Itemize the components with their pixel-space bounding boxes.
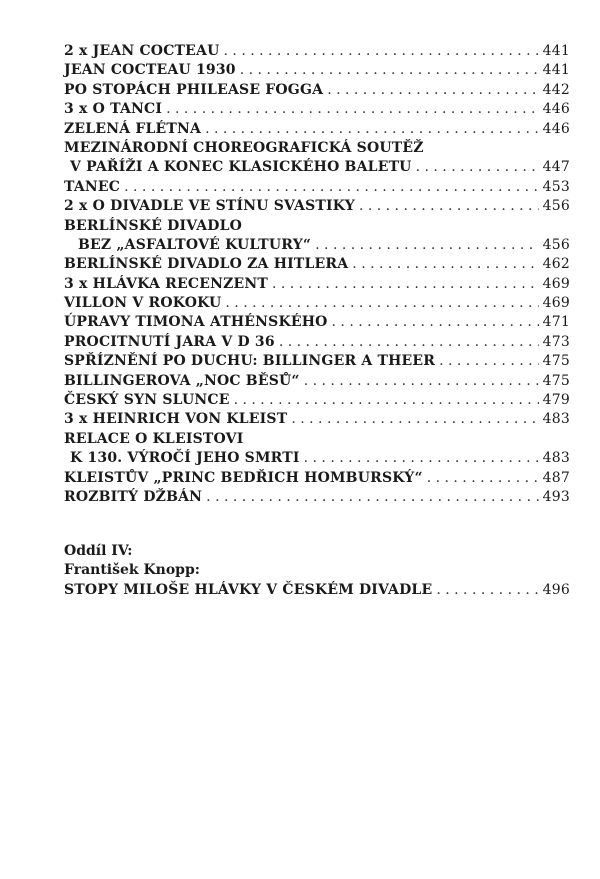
dot-leader	[166, 100, 539, 119]
toc-entry-title: ROZBITÝ DŽBÁN	[64, 488, 203, 505]
toc-entry	[64, 42, 570, 61]
dot-leader	[225, 294, 538, 313]
toc-entry-title: PROCITNUTÍ JARA V D 36	[64, 333, 275, 350]
toc-entry-heading: RELACE O KLEISTOVI	[64, 430, 244, 447]
dot-leader	[327, 81, 538, 100]
toc-entry-title: STOPY MILOŠE HLÁVKY V ČESKÉM DIVADLE	[64, 581, 433, 598]
toc-entry-title: 2 x JEAN COCTEAU	[64, 43, 220, 59]
toc-entry-page: 456	[542, 236, 570, 253]
toc-entry-page: 483	[542, 450, 570, 467]
toc-entry-title: PO STOPÁCH PHILEASE FOGGA	[64, 81, 324, 98]
dot-leader	[234, 391, 539, 410]
toc-entry-page: 446	[542, 101, 570, 118]
dot-leader	[436, 581, 538, 600]
toc-entry	[64, 488, 570, 507]
dot-leader	[359, 197, 539, 216]
dot-leader	[352, 255, 538, 274]
toc-entry-page: 442	[542, 81, 570, 98]
toc-entry	[64, 313, 570, 332]
toc-entry	[64, 178, 570, 197]
toc-entry-title: 2 x O DIVADLE VE STÍNU SVASTIKY	[64, 198, 355, 215]
dot-leader	[427, 469, 539, 488]
toc-entry-title: ČESKÝ SYN SLUNCE	[64, 392, 230, 409]
toc-entry	[64, 449, 570, 468]
toc-entry-page: 441	[542, 62, 570, 79]
toc-entry-page: 441	[542, 43, 570, 59]
dot-leader	[291, 410, 538, 429]
toc-entry	[64, 158, 570, 177]
dot-leader	[304, 449, 539, 468]
section-author: František Knopp:	[64, 562, 200, 579]
toc-entry-title: 3 x HLÁVKA RECENZENT	[64, 275, 268, 292]
toc-entry-title: V PAŘÍŽI A KONEC KLASICKÉHO BALETU	[70, 159, 412, 176]
toc-entry-title: SPŘÍZNĚNÍ PO DUCHU: BILLINGER A THEER	[64, 353, 436, 370]
toc-entry	[64, 372, 570, 391]
toc-entry-page: 447	[542, 159, 570, 176]
toc-entry-page: 469	[542, 275, 570, 292]
dot-leader	[224, 42, 539, 61]
toc-entry-page: 479	[542, 392, 570, 409]
toc-entry-page: 469	[542, 295, 570, 312]
section-iv	[64, 542, 570, 600]
toc-entry	[64, 255, 570, 274]
toc-entry	[64, 581, 570, 600]
dot-leader	[272, 275, 539, 294]
table-of-contents	[64, 42, 570, 507]
toc-entry-title: K 130. VÝROČÍ JEHO SMRTI	[70, 450, 300, 467]
section-label: Oddíl IV:	[64, 543, 133, 559]
toc-entry-title: BERLÍNSKÉ DIVADLO ZA HITLERA	[64, 256, 349, 273]
toc-entry-title: BILLINGEROVA „NOC BĚSŮ“	[64, 372, 300, 389]
toc-entry	[64, 294, 570, 313]
dot-leader	[279, 333, 539, 352]
toc-entry	[64, 81, 570, 100]
toc-entry-title: BEZ „ASFALTOVÉ KULTURY“	[78, 236, 312, 253]
toc-entry-title: 3 x O TANCI	[64, 101, 163, 118]
toc-entry-page: 456	[542, 198, 570, 215]
dot-leader	[332, 313, 539, 332]
toc-entry	[64, 333, 570, 352]
toc-entry-page: 453	[542, 178, 570, 195]
toc-entry-heading: MEZINÁRODNÍ CHOREOGRAFICKÁ SOUTĚŽ	[64, 139, 424, 156]
toc-entry	[64, 197, 570, 216]
toc-entry-page: 471	[542, 314, 570, 331]
toc-entry	[64, 352, 570, 371]
toc-entry	[64, 410, 570, 429]
dot-leader	[315, 236, 539, 255]
toc-entry-page: 462	[542, 256, 570, 273]
toc-entry-title: TANEC	[64, 178, 121, 195]
toc-entry-page: 487	[542, 469, 570, 486]
dot-leader	[206, 488, 539, 507]
toc-entry-title: KLEISTŮV „PRINC BEDŘICH HOMBURSKÝ“	[64, 469, 423, 486]
toc-entry-page: 496	[542, 581, 570, 598]
toc-entry-page: 483	[542, 411, 570, 428]
dot-leader	[240, 61, 539, 80]
toc-entry-title: 3 x HEINRICH VON KLEIST	[64, 411, 288, 428]
toc-entry-page: 473	[542, 333, 570, 350]
dot-leader	[124, 178, 539, 197]
toc-entry-page: 446	[542, 120, 570, 137]
dot-leader	[304, 372, 539, 391]
toc-entry	[64, 391, 570, 410]
dot-leader	[205, 120, 539, 139]
toc-entry-page: 493	[542, 488, 570, 505]
toc-entry-title: ÚPRAVY TIMONA ATHÉNSKÉHO	[64, 314, 328, 331]
toc-entry	[64, 61, 570, 80]
toc-entry-heading: BERLÍNSKÉ DIVADLO	[64, 217, 243, 234]
toc-entry-page: 475	[542, 372, 570, 389]
dot-leader	[416, 158, 539, 177]
toc-entry-page: 475	[542, 353, 570, 370]
toc-entry	[64, 236, 570, 255]
dot-leader	[439, 352, 539, 371]
toc-entry-title: VILLON V ROKOKU	[64, 295, 222, 312]
toc-entry	[64, 100, 570, 119]
toc-entry	[64, 120, 570, 139]
toc-entry-title: JEAN COCTEAU 1930	[64, 62, 236, 79]
toc-entry	[64, 275, 570, 294]
toc-entry-title: ZELENÁ FLÉTNA	[64, 120, 202, 137]
toc-entry	[64, 469, 570, 488]
